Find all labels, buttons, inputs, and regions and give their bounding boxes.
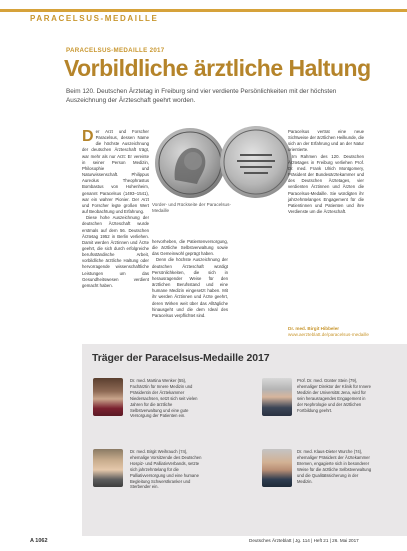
awardee-photo	[93, 378, 123, 416]
author-credit	[288, 326, 369, 338]
awardee-bio: Dr. med. Martina Wenker (55), Fachärztin für Innere Medizin und Präsidentin der Ärztekammer Niedersachsen, setzt sich seit vielen Jahren für die ärztliche Selbstverwaltung und eine gute Versorgung der Patienten ein.	[130, 378, 198, 419]
page-number: A 1062	[30, 538, 48, 544]
awardee-photo	[93, 449, 123, 487]
author-name: Dr. med. Birgit Hibbeler	[288, 326, 340, 331]
top-rule	[0, 9, 407, 12]
awardee-bio: Prof. Dr. med. Günter Stein (79), ehemaliger Direktor der Klinik für Innere Medizin der Universität Jena, wird für sein herausragendes Engagement in der Nephrologie und der ärztlichen Fortbildung geehrt.	[297, 378, 372, 413]
article-link[interactable]: www.aerzteblatt.de/paracelsus-medaille	[288, 332, 369, 338]
article-column-1	[82, 129, 149, 289]
article-paragraph: hervorheben, die Patientenversorgung, die ärztliche Selbstverwaltung sowie das Gemeinwohl geprägt haben.	[152, 239, 228, 257]
medal-front-image	[155, 128, 225, 198]
award-panel-title: Träger der Paracelsus-Medaille 2017	[92, 352, 270, 364]
article-headline: Vorbildliche ärztliche Haltung	[64, 55, 371, 81]
medal-back-image	[220, 126, 292, 198]
article-paragraph: Paracelsus vertrat eine neue Sichtweise der ärztlichen Heilkunde, die sich an der Erfahrung und an der Natur orientierte.	[288, 129, 364, 153]
medal-portrait-icon	[155, 128, 225, 198]
article-column-2	[152, 239, 228, 319]
article-column-3	[288, 129, 364, 215]
awardee-bio: Dr. med. Birgit Weihrauch (74), ehemalige Vorsitzende des Deutschen Hospiz- und PalliativVerbands, setzte sich jahrzehntelang für die Palliativversorgung und eine humane Begleitung Schwerstkranker und Sterbender ein.	[130, 449, 202, 490]
article-paragraph: Diese hohe Auszeichnung der deutschen Ärzteschaft wurde erstmals auf dem 56. Deutschen Ärztetag 1952 in Berlin verliehen. Damit werden Ärztinnen und Ärzte geehrt, die sich durch erfolgreiche berufsständische Arbeit, vorbildliche ärztliche Haltung oder hervorragende wissenschaftliche Leistungen um das Gesundheitswesen verdient gemacht haben.	[82, 215, 149, 288]
article-paragraph: er Arzt und Forscher Paracelsus, dessen Name die höchste Auszeichnung der deutschen Ärzteschaft trägt, war mehr als nur Arzt: Er vereinte in seiner Person Medizin, Philosophie und Naturwissenschaft. Philippus Aureolus Theophrastus Bombastus von Hohenheim, genannt Paracelsus (1493–1541), war ein wahrer Pionier. Der Arzt und Forscher legte großen Wert auf Beobachtung und Erfahrung.	[82, 129, 149, 215]
award-panel	[82, 344, 407, 536]
image-caption: Vorder- und Rückseite der Paracelsus-Medaille	[152, 202, 231, 214]
section-tag: PARACELSUS-MEDAILLE	[30, 14, 159, 23]
article-paragraph: Im Rahmen des 120. Deutschen Ärztetages in Freiburg verliehen Prof. Dr. med. Frank Ulrich Montgomery, Präsident der Bundesärztekammer und des Deutschen Ärztetages, vier verdienten Ärztinnen und Ärzten die Paracelsus-Medaille. Sie würdigten ihr jahrzehntelanges Engagement für die Patientinnen und Patienten und ihre Verdienste um die Ärzteschaft.	[288, 153, 364, 215]
awardee-bio: Dr. med. Klaus-Dieter Wurche (74), ehemaliger Präsident der Ärztekammer Bremen, engagierte sich in besonderer Weise für die ärztliche Selbstverwaltung und die Qualitätssicherung in der Medizin.	[297, 449, 372, 484]
article-lead: Beim 120. Deutschen Ärztetag in Freiburg sind vier verdiente Persönlichkeiten mit der höchsten Auszeichnung der Ärzteschaft geehrt worden.	[66, 88, 337, 104]
awardee-photo	[262, 378, 292, 416]
awardee-photo	[262, 449, 292, 487]
medal-inscription-icon	[220, 126, 292, 198]
article-kicker: PARACELSUS-MEDAILLE 2017	[66, 47, 165, 54]
article-paragraph: Denn die höchste Auszeichnung der deutschen Ärzteschaft würdigt Persönlichkeiten, die sich in herausragender Weise für den ärztlichen Berufsstand und eine humane Medizin eingesetzt haben. Mit ihr werden Ärztinnen und Ärzte geehrt, deren Wirken weit über das Alltägliche hinausgeht und die dem Ideal des Paracelsus verpflichtet sind.	[152, 257, 228, 318]
drop-cap: D	[82, 128, 94, 145]
journal-citation: Deutsches Ärzteblatt | Jg. 114 | Heft 21 | 26. Mai 2017	[249, 538, 359, 543]
